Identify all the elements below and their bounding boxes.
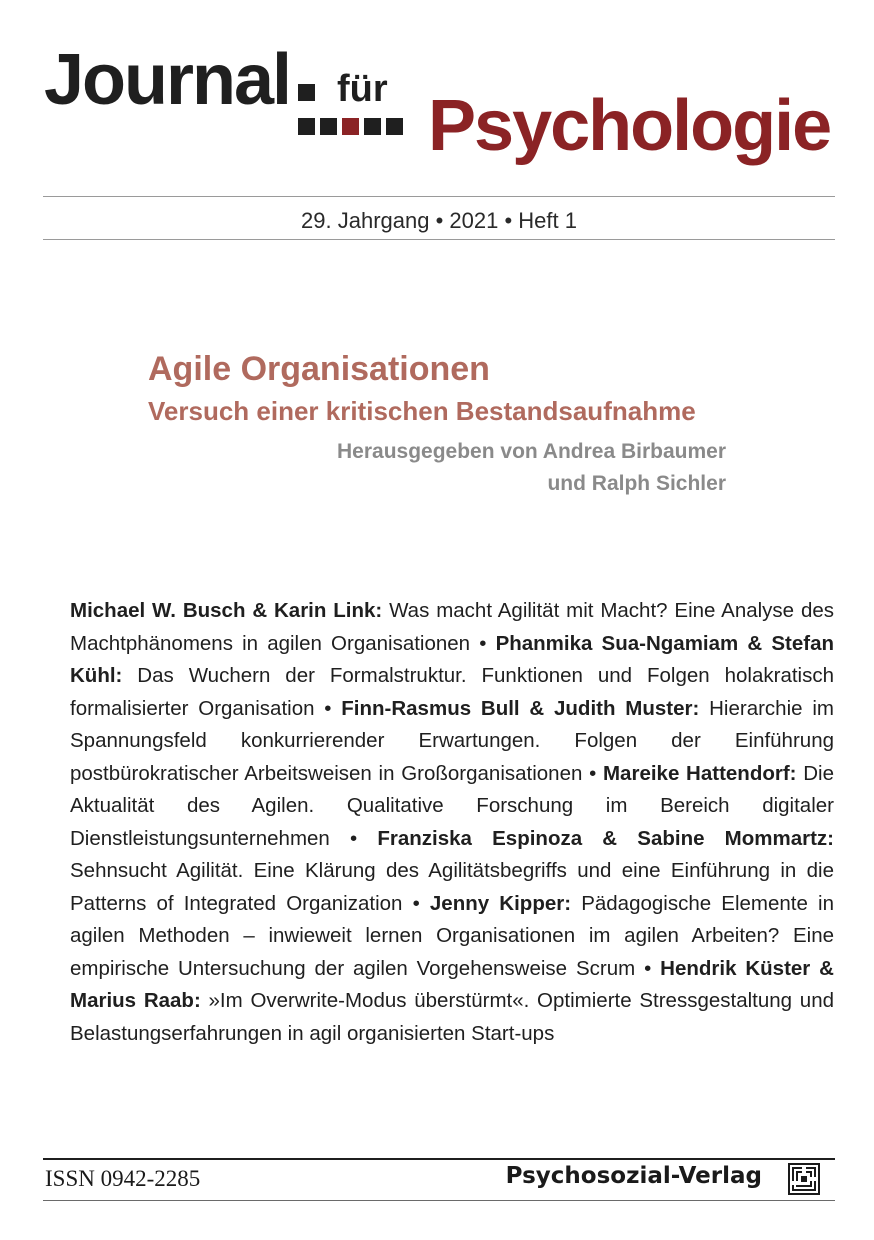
toc-article: Hierarchie im Spannungsfeld konkurrierender Erwartungen. Folgen der Einführung postbürokratischer Arbeitsweisen in Großorganisationen [70,696,834,785]
toc-author: Hendrik Küster & Marius Raab: [70,956,834,1012]
topic-title: Agile Organisationen [148,350,490,388]
toc-separator: • [329,826,378,850]
toc-author: Finn-Rasmus Bull & Judith Muster: [341,696,700,720]
masthead-square [386,118,403,135]
masthead-square [298,118,315,135]
toc-article: Pädagogische Elemente in agilen Methoden – inwieweit lernen Organisationen im agilen Arbeiten? Eine empirische Untersuchung der agilen Vorgehensweise Scrum [70,891,834,980]
footer-rule [43,1158,835,1160]
masthead-square [320,118,337,135]
topic-subtitle: Versuch einer kritischen Bestandsaufnahme [148,396,696,426]
editors-line: und Ralph Sichler [547,472,726,495]
toc-separator: • [582,761,603,785]
divider [43,196,835,197]
toc-separator: • [635,956,661,980]
toc-author: Michael W. Busch & Karin Link: [70,599,383,622]
toc-article: Das Wuchern der Formalstruktur. Funktionen und Folgen holakratisch formalisierter Organisation [70,664,834,720]
maze-logo-icon [788,1163,820,1195]
journal-wordmark: Journal [44,40,291,120]
editors-line: Herausgegeben von Andrea Birbaumer [337,440,726,463]
toc-author: Franziska Espinoza & Sabine Mommartz: [377,826,835,850]
masthead-square [298,84,315,101]
toc-author: Jenny Kipper: [429,891,572,915]
table-of-contents [70,595,834,1050]
footer-rule [43,1200,835,1201]
divider [43,239,835,240]
toc-article: Sehnsucht Agilität. Eine Klärung des Agilitätsbegriffs und eine Einführung in die Patterns of Integrated Organization [70,859,834,915]
toc-author: Mareike Hattendorf: [602,761,797,785]
toc-article: Was macht Agilität mit Macht? Eine Analyse des Machtphänomens in agilen Organisationen [70,599,834,655]
toc-separator: • [470,631,496,655]
toc-article: Die Aktualität des Agilen. Qualitative Forschung im Bereich digitaler Dienstleistungsunternehmen [70,761,834,850]
fuer-wordmark: für [337,68,388,110]
psychologie-wordmark: Psychologie [428,86,831,166]
toc-separator: • [314,696,342,720]
toc-article: »Im Overwrite-Modus überstürmt«. Optimierte Stressgestaltung und Belastungserfahrungen in agil organisierten Start-ups [70,989,834,1045]
toc-author: Phanmika Sua-Ngamiam & Stefan Kühl: [70,631,834,687]
publisher-name: Psychosozial-Verlag [505,1163,762,1189]
issn-number: ISSN 0942-2285 [45,1166,201,1191]
issue-line: 29. Jahrgang • 2021 • Heft 1 [301,208,577,233]
toc-separator: • [402,891,430,915]
masthead-square [364,118,381,135]
masthead-square [342,118,359,135]
